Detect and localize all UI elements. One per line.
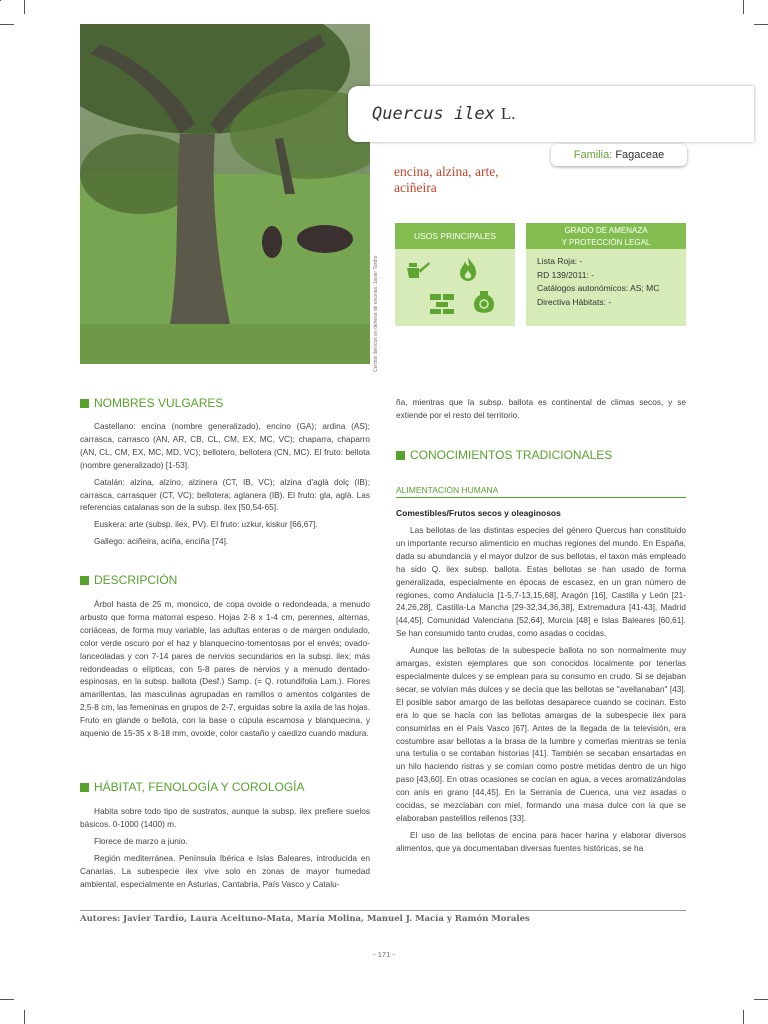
section-conocimientos: CONOCIMIENTOS TRADICIONALES (396, 448, 612, 462)
usos-title: USOS PRINCIPALES (395, 223, 515, 249)
nombres-euskera: Euskera: arte (subsp. ilex, PV). El fruto: uzkur, kiskur [66,67]. (94, 519, 318, 530)
descripcion-paragraph: Árbol hasta de 25 m, monoico, de copa ovoide o redondeada, a menudo arbusto que forma matorral espeso. Hojas 2-8 x 1-4 cm, perennes, alternas, coriáceas, de forma muy variable, las adultas enteras o de margen ondulado, color verde oscuro por el haz y blanquecino-tomentosas por el envés; ovado-lanceoladas y con 7-14 pares de nervios secundarios en la subsp. ilex; más redondeadas o elípticas, con 5-8 pares de nervios y a menudo dentado-espinosas, en la subsp. ballota (Desf.) Samp. (= Q. rotundifolia Lam.). Flores amarillentas, las masculinas agrupadas en ramillos o amentos colgantes de 2,5-8 cm, las femeninas en grupos de 2-7, erguidas sobre la axila de las hojas. Fruto en glande o bellota, con la base o cúpula escamosa y blanquecina, y aquenio de 15-35 x 8-18 mm, ovoide, color castaño y caedizo cuando madura. (80, 599, 370, 739)
page-number: - 171 - (373, 950, 395, 959)
rd-139: RD 139/2011: - (537, 269, 595, 280)
crop-mark (754, 999, 768, 1000)
section-habitat: HÁBITAT, FENOLOGÍA Y COROLOGÍA (80, 780, 305, 794)
conocimientos-paragraph-1: Las bellotas de las distintas especies del género Quercus han constituido un importante recurso alimenticio en muchas regiones del mundo. En España, dada su abundancia y el mayor dulzor de sus bellotas, el taxon más empleado ha sido Q. ilex subsp. ballota. Estas bellotas se han usado de forma generalizada, especialmente en épocas de escasez, en un gran número de regiones, como Andalucía [1-5,7-13,15,68], Aragón [16], Castilla y León [21-24,26,28], Castilla-La Mancha [29-32,34,36,38], Extremadura [41-43], Madrid [44,45], Comunidad Valenciana [52,64], Murcia [48] e Islas Baleares [60,61]. Se han consumido tanto crudas, como asadas o cocidas. (396, 525, 686, 639)
subsection-alimentacion: ALIMENTACIÓN HUMANA (396, 485, 499, 495)
crop-mark (0, 999, 14, 1000)
right-continuation (396, 396, 686, 426)
photo-credit: Cerdos ibéricos en dehesa de encinas. Javier Tardío (373, 255, 379, 372)
crop-mark (0, 24, 14, 25)
fire-icon (457, 256, 479, 282)
crop-mark (743, 0, 744, 14)
footer-rule (80, 910, 686, 911)
section-descripcion: DESCRIPCIÓN (80, 573, 177, 587)
nombres-catalan: Catalán: alzina, alzino, alzinera (CT, IB, VC); alzina d'aglà dolç (IB); carrasca, carrasquer (CT, VC); bellotera; aglanera (IB). El fruto: gla, aglà. Las referencias catalanas son de la subsp. ilex [50,54-65]. (80, 476, 370, 513)
habitat-paragraph-3: Región mediterránea. Península Ibérica e Islas Baleares, introducida en Canarias. La subespecie ilex vive solo en zonas de mayor humedad ambiental, especialmente en Asturias, Cantabria, País Vasco y Catalu- (80, 852, 370, 889)
section-nombres-vulgares: NOMBRES VULGARES (80, 396, 223, 410)
crop-mark (24, 0, 25, 14)
nombres-gallego: Gallego: aciñeira, aciña, enciña [74]. (94, 536, 229, 547)
crop-mark (754, 24, 768, 25)
descripcion-text (80, 598, 370, 744)
species-author: L. (500, 104, 516, 123)
usos-principales-box (395, 223, 515, 326)
catalogos-autonomicos: Catálogos autonómicos: AS; MC (537, 283, 660, 293)
habitat-paragraph-1: Habita sobre todo tipo de sustratos, aunque la subsp. ilex prefiere suelos básicos. 0-1000 (1400) m. (80, 806, 370, 829)
crop-mark (743, 1010, 744, 1024)
conocimientos-paragraph-2: Aunque las bellotas de la subespecie ballota no son normalmente muy amargas, existen ejemplares que son conocidos localmente por tenerlas especialmente dulces y se emplean para su consumo en crudo. Si se dejaban secar, se volvían más dulces y se decía que las bellotas se "avellanaban" [43]. El posible sabor amargo de las bellotas desaparece cuando se cocinan. Esto era lo que se hacía con las bellotas amargas de la subespecie ilex para consumirlas en el País Vasco [67]. Antes de la llegada de la televisión, era costumbre asar bellotas a la brasa de la lumbre y comerlas mientras se tenía una tertulia o se contaban historias [41]. También se secaban ensartadas en un hilo haciendo ristras y se comían como postre metidas dentro de un higo paso [43,60]. En otras ocasiones se cocían en agua, a veces aromatizándolas con anís en grano [44,45]. En la Serranía de Cuenca, una vez asadas o cocidas, se mezclaban con miel, formando una masa dulce con la que se elaboraban pastelillos rellenos [33]. (396, 645, 686, 823)
scientific-name: Quercus ilex L. (372, 104, 516, 124)
pot-icon (472, 290, 496, 316)
family-tag (551, 144, 687, 166)
subsection-rule (396, 497, 686, 498)
conocimientos-paragraph-3: El uso de las bellotas de encina para hacer harina y elaborar diversos alimentos, que ya documentaban diversas fuentes históricas, se ha (396, 829, 686, 853)
amenaza-title: GRADO DE AMENAZA Y PROTECCIÓN LEGAL (526, 223, 686, 249)
habitat-paragraph-2: Florece de marzo a junio. (94, 835, 188, 846)
family-label: Familia: (573, 149, 613, 161)
amenaza-list (526, 249, 686, 309)
conocimientos-text (396, 524, 686, 859)
lista-roja: Lista Roja: - (537, 256, 583, 266)
authors-line: Autores: Javier Tardío, Laura Aceituno-Mata, María Molina, Manuel J. Macía y Ramón Morales (80, 914, 530, 924)
habitat-text (80, 805, 370, 894)
nombres-castellano: Castellano: encina (nombre generalizado), encino (GA); ardina (AS); carrasca, carrasco (AN, AR, CB, CL, CM, EX, MC, VC); chaparra, chaparro (AN, CL, CM, EX, MC, MD, VC); bellotero, bellotera (CN, MC). El fruto: bellota (nombre generalizado) [1-53]. (80, 421, 370, 470)
bricks-icon (429, 293, 455, 315)
family-value: Fagaceae (615, 149, 665, 161)
crop-mark (24, 1010, 25, 1024)
directiva-habitats: Directiva Hábitats: - (537, 296, 612, 307)
common-names: encina, alzina, arte, aciñeira (394, 164, 499, 195)
subsection-comestibles: Comestibles/Frutos secos y oleaginosos (396, 508, 561, 518)
species-title-box (348, 86, 754, 142)
oak-photo (80, 24, 370, 364)
amenaza-box (526, 223, 686, 326)
watering-can-icon (405, 256, 431, 282)
nombres-text (80, 420, 370, 552)
corologia-continuation: ña, mientras que la subsp. ballota es continental de climas secos, y se extiende por el resto del territorio. (396, 397, 686, 420)
